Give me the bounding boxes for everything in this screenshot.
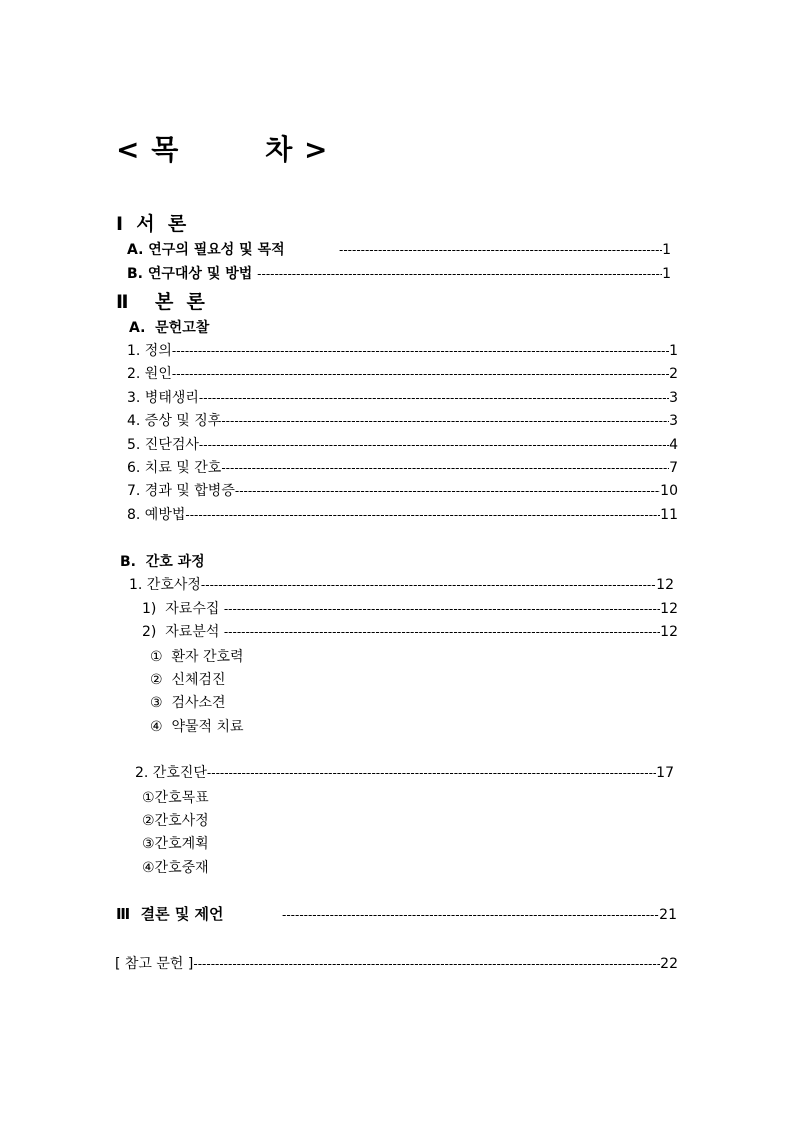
toc-entry-label: 7. 경과 및 합병증: [127, 483, 235, 499]
toc-entry-label: A. 연구의 필요성 및 목적: [127, 242, 285, 258]
toc-entry-page: 4: [669, 437, 678, 453]
toc-entry-page: 17: [656, 765, 674, 781]
dot-leader: [172, 367, 669, 381]
dot-leader: [282, 908, 659, 922]
toc-entry-label: Ⅲ 결론 및 제언: [116, 905, 224, 923]
toc-entry: [127, 410, 678, 430]
toc-entry-page: 12: [660, 601, 678, 617]
section-1-heading: Ⅰ 서 론: [116, 213, 187, 235]
toc-entry-page: 1: [669, 343, 678, 359]
section-2-heading: Ⅱ 본 론: [116, 291, 205, 313]
list-item: ②간호사정: [142, 813, 209, 829]
toc-entry-label: 1. 정의: [127, 343, 172, 359]
list-item: ① 환자 간호력: [150, 649, 244, 665]
toc-entry-page: 21: [659, 907, 677, 923]
toc-entry-label: 3. 병태생리: [127, 390, 199, 406]
toc-entry-page: 1: [662, 242, 671, 258]
toc-entry: [127, 480, 678, 500]
toc-entry-label: 4. 증상 및 징후: [127, 413, 222, 429]
toc-entry: [127, 504, 678, 524]
toc-entry-page: 3: [669, 413, 678, 429]
toc-entry-1b: [127, 263, 671, 283]
toc-entry-label: B. 연구대상 및 방법: [127, 266, 258, 282]
dot-leader: [199, 438, 669, 452]
list-item: ③ 검사소견: [150, 695, 226, 711]
toc-entry-label: 2. 원인: [127, 366, 172, 382]
toc-entry-page: 3: [669, 390, 678, 406]
toc-entry: [127, 340, 678, 360]
toc-entry-page: 11: [660, 507, 678, 523]
page-title: < 목 차 >: [116, 133, 329, 166]
dot-leader: [172, 344, 669, 358]
dot-leader: [339, 243, 662, 257]
dot-leader: [185, 508, 660, 522]
dot-leader: [201, 578, 656, 592]
toc-entry-label: 5. 진단검사: [127, 437, 199, 453]
subsection-2a-label: A. 문헌고찰: [129, 320, 210, 336]
toc-entry-references: [115, 953, 678, 973]
toc-entry-label: 1) 자료수집: [142, 601, 224, 617]
dot-leader: [235, 484, 660, 498]
toc-entry-label: [ 참고 문헌 ]: [115, 956, 194, 972]
toc-entry-section-3: [116, 903, 677, 923]
toc-entry-label: 8. 예방법: [127, 507, 186, 523]
list-item: ④ 약물적 치료: [150, 719, 244, 735]
toc-entry: [142, 598, 678, 618]
toc-entry: [127, 387, 678, 407]
toc-entry: [129, 574, 674, 594]
list-item: ①간호목표: [142, 790, 209, 806]
dot-leader: [193, 957, 660, 971]
toc-entry-page: 12: [656, 577, 674, 593]
toc-entry-page: 2: [669, 366, 678, 382]
toc-entry-page: 7: [669, 460, 678, 476]
toc-entry-page: 10: [660, 483, 678, 499]
toc-entry-page: 12: [660, 624, 678, 640]
toc-entry-label: 2) 자료분석: [142, 624, 224, 640]
toc-entry: [127, 434, 678, 454]
dot-leader: [224, 625, 660, 639]
dot-leader: [224, 602, 660, 616]
toc-entry: [142, 621, 678, 641]
dot-leader: [207, 766, 656, 780]
toc-entry-label: 1. 간호사정: [129, 577, 201, 593]
dot-leader: [221, 461, 669, 475]
toc-entry-label: 6. 치료 및 간호: [127, 460, 222, 476]
toc-entry: [127, 457, 678, 477]
toc-entry-page: 22: [660, 956, 678, 972]
dot-leader: [221, 414, 669, 428]
list-item: ② 신체검진: [150, 672, 226, 688]
toc-entry-page: 1: [662, 266, 671, 282]
dot-leader: [257, 267, 662, 281]
dot-leader: [199, 391, 669, 405]
subsection-2b-label: B. 간호 과정: [120, 554, 205, 570]
toc-entry: [127, 363, 678, 383]
toc-entry-1a: [127, 239, 671, 259]
toc-entry: [135, 762, 674, 782]
toc-entry-label: 2. 간호진단: [135, 765, 207, 781]
list-item: ③간호계획: [142, 836, 209, 852]
list-item: ④간호중재: [142, 860, 209, 876]
